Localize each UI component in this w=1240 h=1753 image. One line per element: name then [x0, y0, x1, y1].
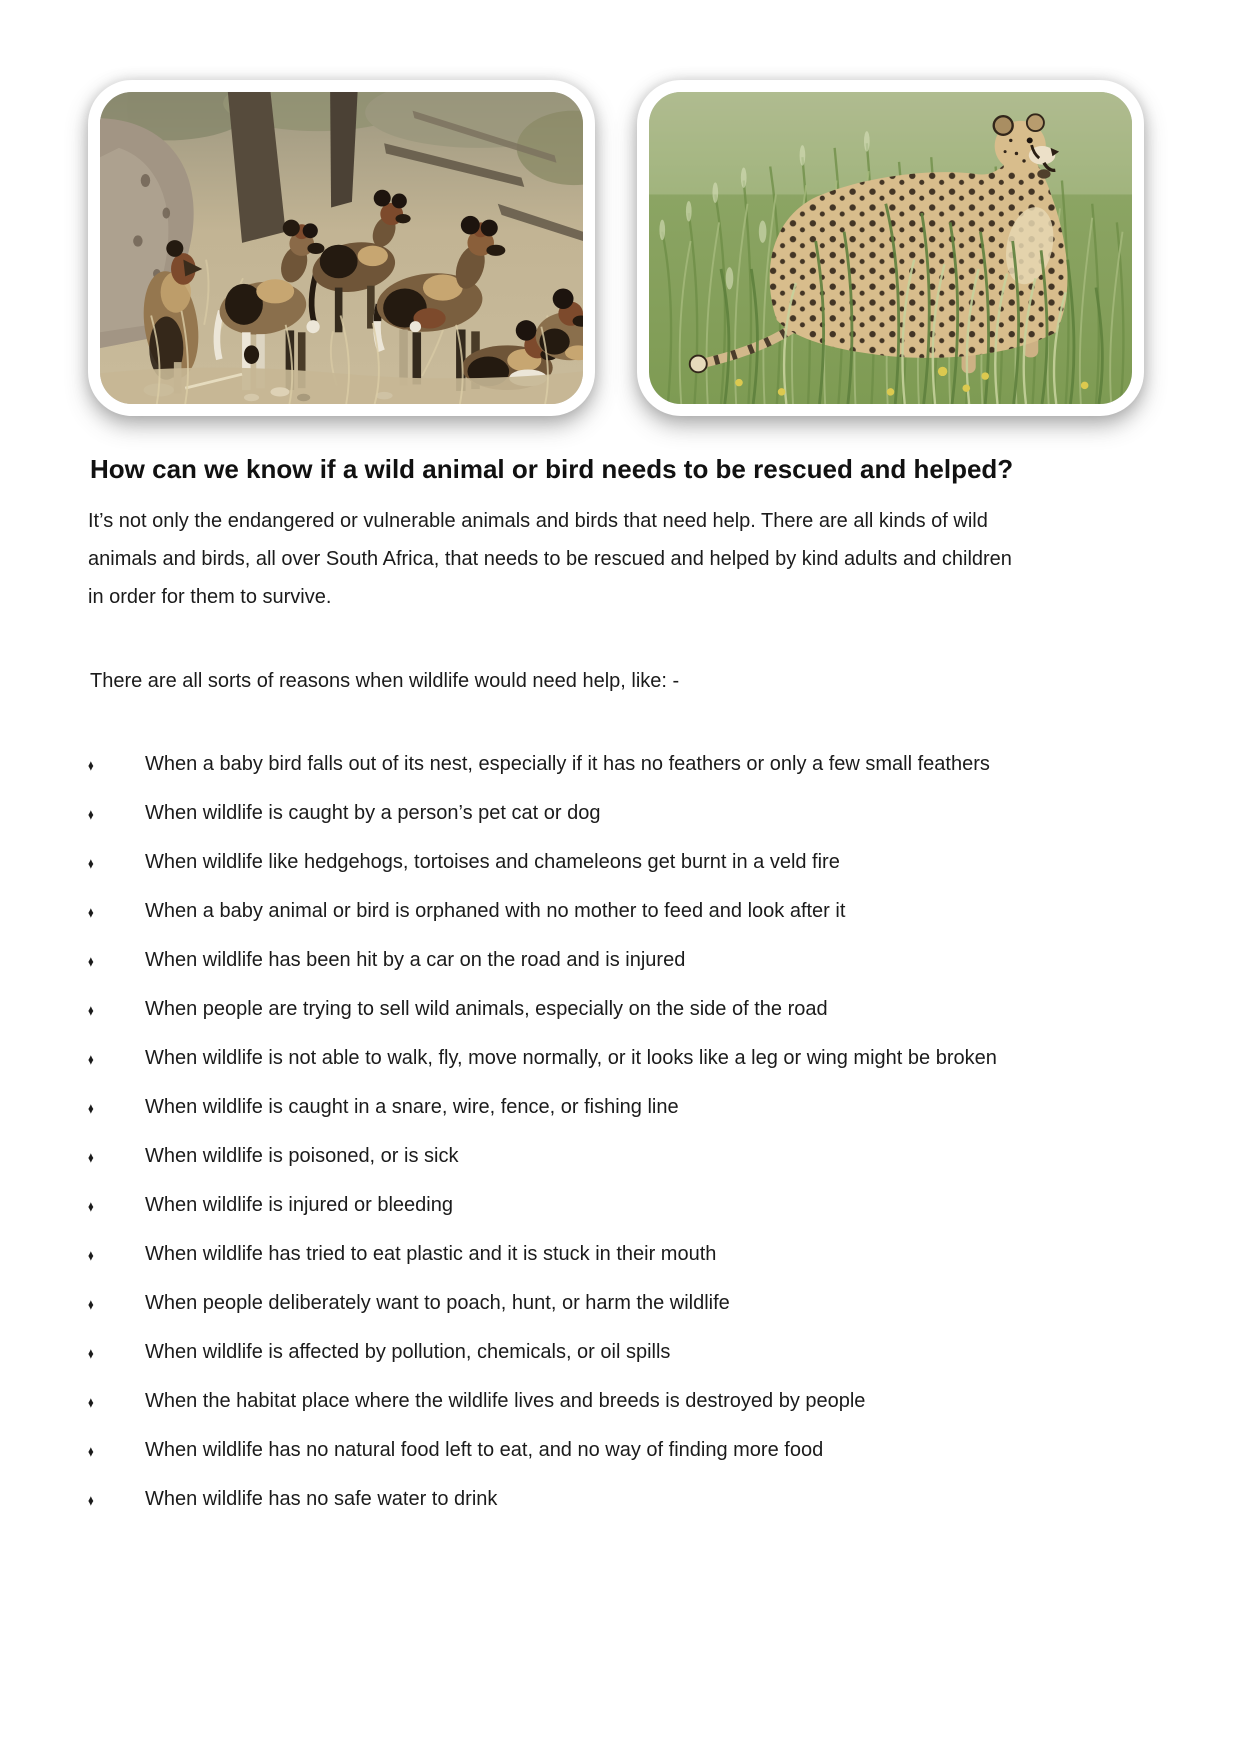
diamond-bullet-icon: ♦	[88, 952, 94, 970]
diamond-bullet-icon: ♦	[88, 1148, 94, 1166]
reason-text: When wildlife is affected by pollution, chemicals, or oil spills	[145, 1341, 671, 1363]
reason-text: When wildlife is injured or bleeding	[145, 1194, 453, 1216]
diamond-bullet-icon: ♦	[88, 1295, 94, 1313]
diamond-bullet-icon: ♦	[88, 1001, 94, 1019]
intro-paragraph	[88, 502, 1240, 616]
reason-text: When a baby animal or bird is orphaned with no mother to feed and look after it	[145, 900, 846, 922]
list-item	[88, 1387, 1218, 1416]
diamond-bullet-icon: ♦	[88, 756, 94, 774]
diamond-bullet-icon: ♦	[88, 854, 94, 872]
reasons-list	[88, 750, 1218, 1514]
list-item	[88, 1044, 1218, 1073]
list-item	[88, 1289, 1218, 1318]
cheetah-photo-illustration	[649, 92, 1132, 404]
page-title: How can we know if a wild animal or bird needs to be rescued and helped?	[90, 454, 1014, 484]
list-item	[88, 946, 1218, 975]
diamond-bullet-icon: ♦	[88, 1393, 94, 1411]
wild-dogs-photo-illustration	[100, 92, 583, 404]
diamond-bullet-icon: ♦	[88, 1099, 94, 1117]
diamond-bullet-icon: ♦	[88, 805, 94, 823]
list-item	[88, 1191, 1218, 1220]
reason-text: When people deliberately want to poach, hunt, or harm the wildlife	[145, 1292, 730, 1314]
reason-text: When wildlife is not able to walk, fly, move normally, or it looks like a leg or wing might be broken	[145, 1047, 997, 1069]
list-item	[88, 1338, 1218, 1367]
reason-text: When wildlife is caught by a person’s pet cat or dog	[145, 802, 601, 824]
diamond-bullet-icon: ♦	[88, 903, 94, 921]
intro-line: animals and birds, all over South Africa, that needs to be rescued and helped by kind adults and children	[88, 548, 1012, 570]
list-item	[88, 848, 1218, 877]
reason-text: When wildlife has tried to eat plastic and it is stuck in their mouth	[145, 1243, 717, 1265]
diamond-bullet-icon: ♦	[88, 1344, 94, 1362]
list-item	[88, 1093, 1218, 1122]
reason-text: When wildlife is caught in a snare, wire, fence, or fishing line	[145, 1096, 679, 1118]
diamond-bullet-icon: ♦	[88, 1197, 94, 1215]
list-item	[88, 1142, 1218, 1171]
diamond-bullet-icon: ♦	[88, 1050, 94, 1068]
reason-text: When people are trying to sell wild animals, especially on the side of the road	[145, 998, 828, 1020]
list-item	[88, 799, 1218, 828]
diamond-bullet-icon: ♦	[88, 1442, 94, 1460]
list-intro: There are all sorts of reasons when wildlife would need help, like: -	[90, 670, 680, 692]
list-item	[88, 750, 1218, 779]
intro-line: It’s not only the endangered or vulnerable animals and birds that need help. There are all kinds of wild	[88, 510, 988, 532]
reason-text: When a baby bird falls out of its nest, especially if it has no feathers or only a few small feathers	[145, 753, 990, 775]
cheetah-photo	[637, 80, 1144, 416]
reason-text: When wildlife has no safe water to drink	[145, 1488, 498, 1510]
diamond-bullet-icon: ♦	[88, 1491, 94, 1509]
photos-row	[88, 80, 1240, 416]
diamond-bullet-icon: ♦	[88, 1246, 94, 1264]
list-item	[88, 1240, 1218, 1269]
list-item	[88, 995, 1218, 1024]
reason-text: When wildlife is poisoned, or is sick	[145, 1145, 459, 1167]
list-item	[88, 1436, 1218, 1465]
intro-line: in order for them to survive.	[88, 586, 332, 608]
reason-text: When wildlife like hedgehogs, tortoises and chameleons get burnt in a veld fire	[145, 851, 840, 873]
list-item	[88, 897, 1218, 926]
list-item	[88, 1485, 1218, 1514]
reason-text: When the habitat place where the wildlife lives and breeds is destroyed by people	[145, 1390, 866, 1412]
reason-text: When wildlife has been hit by a car on the road and is injured	[145, 949, 686, 971]
reason-text: When wildlife has no natural food left to eat, and no way of finding more food	[145, 1439, 824, 1461]
wild-dogs-photo	[88, 80, 595, 416]
